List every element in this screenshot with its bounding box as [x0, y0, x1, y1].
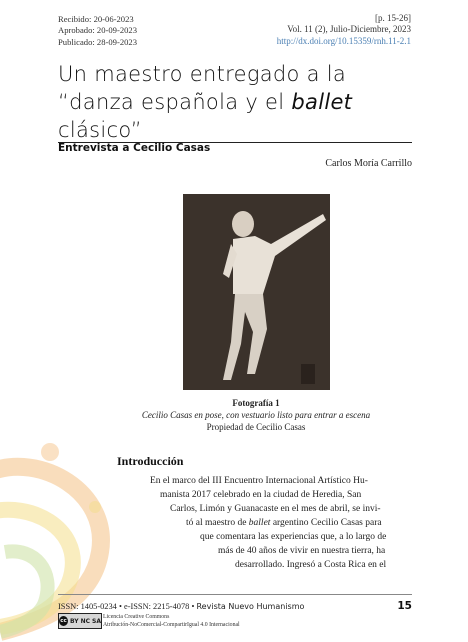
intro-line-1: En el marco del III Encuentro Internacional Artístico Hu- [150, 476, 368, 486]
title-line-2 [58, 88, 418, 116]
footer-divider [58, 594, 412, 595]
title-line-3: clásico” [58, 118, 142, 142]
article-author: Carlos Moría Carrillo [325, 158, 412, 169]
intro-line-4-post: argentino Cecilio Casas para [270, 518, 382, 528]
page-number: 15 [397, 600, 412, 612]
section-heading-intro: Introducción [117, 454, 184, 468]
intro-line-7: desarrollado. Ingresó a Costa Rica en el [235, 560, 387, 570]
article-dates [58, 14, 137, 48]
received-date: Recibido: 20-06-2023 [58, 14, 134, 24]
volume-info: Vol. 11 (2), Julio-Diciembre, 2023 [287, 24, 411, 35]
intro-line-2: manista 2017 celebrado en la ciudad de Heredia, San [160, 490, 362, 500]
intro-line-3: Carlos, Limón y Guanacaste en el mes de abril, se invi- [170, 504, 381, 514]
intro-line-4-pre: tó al maestro de [186, 518, 249, 528]
journal-name: Revista Nuevo Humanismo [196, 602, 305, 611]
title-ballet-italic: ballet [291, 90, 353, 114]
sa-icon: SA [92, 617, 101, 625]
figure-description: Cecilio Casas en pose, con vestuario listo para entrar a escena [141, 410, 371, 420]
dancer-figure [183, 194, 330, 390]
license-text [103, 614, 240, 629]
intro-line-4 [186, 517, 412, 529]
intro-ballet-italic: ballet [248, 518, 271, 528]
article-subtitle: Entrevista a Cecilio Casas [58, 142, 211, 154]
doi-link[interactable]: http://dx.doi.org/10.15359/rnh.11-2.1 [276, 35, 411, 46]
title-line-2-text: “danza española y el [58, 90, 292, 114]
license-line-2: Atribución-NoComercial-CompartirIgual 4.0 Internacional [103, 621, 240, 628]
article-title [58, 60, 418, 144]
intro-line-6: más de 40 años de vivir en nuestra tierra, ha [218, 546, 386, 556]
issn-text: ISSN: 1405-0234 • e-ISSN: 2215-4078 • [58, 602, 197, 611]
page-range: [p. 15-26] [375, 13, 411, 23]
by-icon: BY [70, 617, 79, 625]
issue-info [277, 13, 411, 47]
footer-issn [58, 602, 304, 611]
cc-icon: cc [60, 618, 67, 624]
approved-date: Aprobado: 20-09-2023 [58, 25, 138, 36]
figure-label: Fotografía 1 [232, 398, 280, 408]
dancer-photo [183, 194, 330, 390]
title-line-1: Un maestro entregado a la [58, 62, 347, 86]
published-date: Publicado: 28-09-2023 [58, 36, 138, 47]
figure-credit: Propiedad de Cecilio Casas [206, 422, 306, 432]
intro-line-5: que comentara las experiencias que, a lo largo de [200, 532, 387, 542]
cc-license-badge[interactable] [58, 613, 102, 629]
nc-icon: NC [80, 617, 91, 625]
license-line-1: Licencia Creative Commons [103, 614, 170, 620]
